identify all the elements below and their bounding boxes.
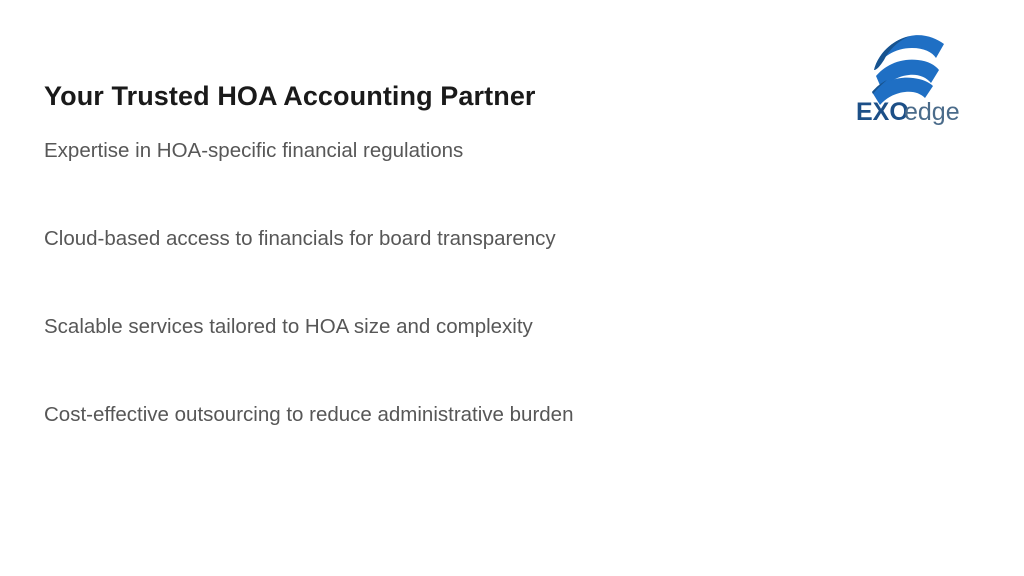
logo-text-primary: EXO bbox=[856, 98, 909, 126]
bullet-list bbox=[44, 138, 924, 490]
list-item: Cost-effective outsourcing to reduce administrative burden bbox=[44, 403, 574, 426]
exoedge-logo bbox=[852, 30, 978, 126]
list-item: Scalable services tailored to HOA size and complexity bbox=[44, 315, 533, 338]
logo-wordmark bbox=[856, 98, 960, 126]
logo-mark-icon bbox=[872, 35, 944, 105]
page-title: Your Trusted HOA Accounting Partner bbox=[44, 81, 536, 111]
logo-text-secondary: edge bbox=[904, 98, 960, 126]
list-item: Cloud-based access to financials for board transparency bbox=[44, 227, 556, 250]
list-item: Expertise in HOA-specific financial regulations bbox=[44, 139, 464, 162]
